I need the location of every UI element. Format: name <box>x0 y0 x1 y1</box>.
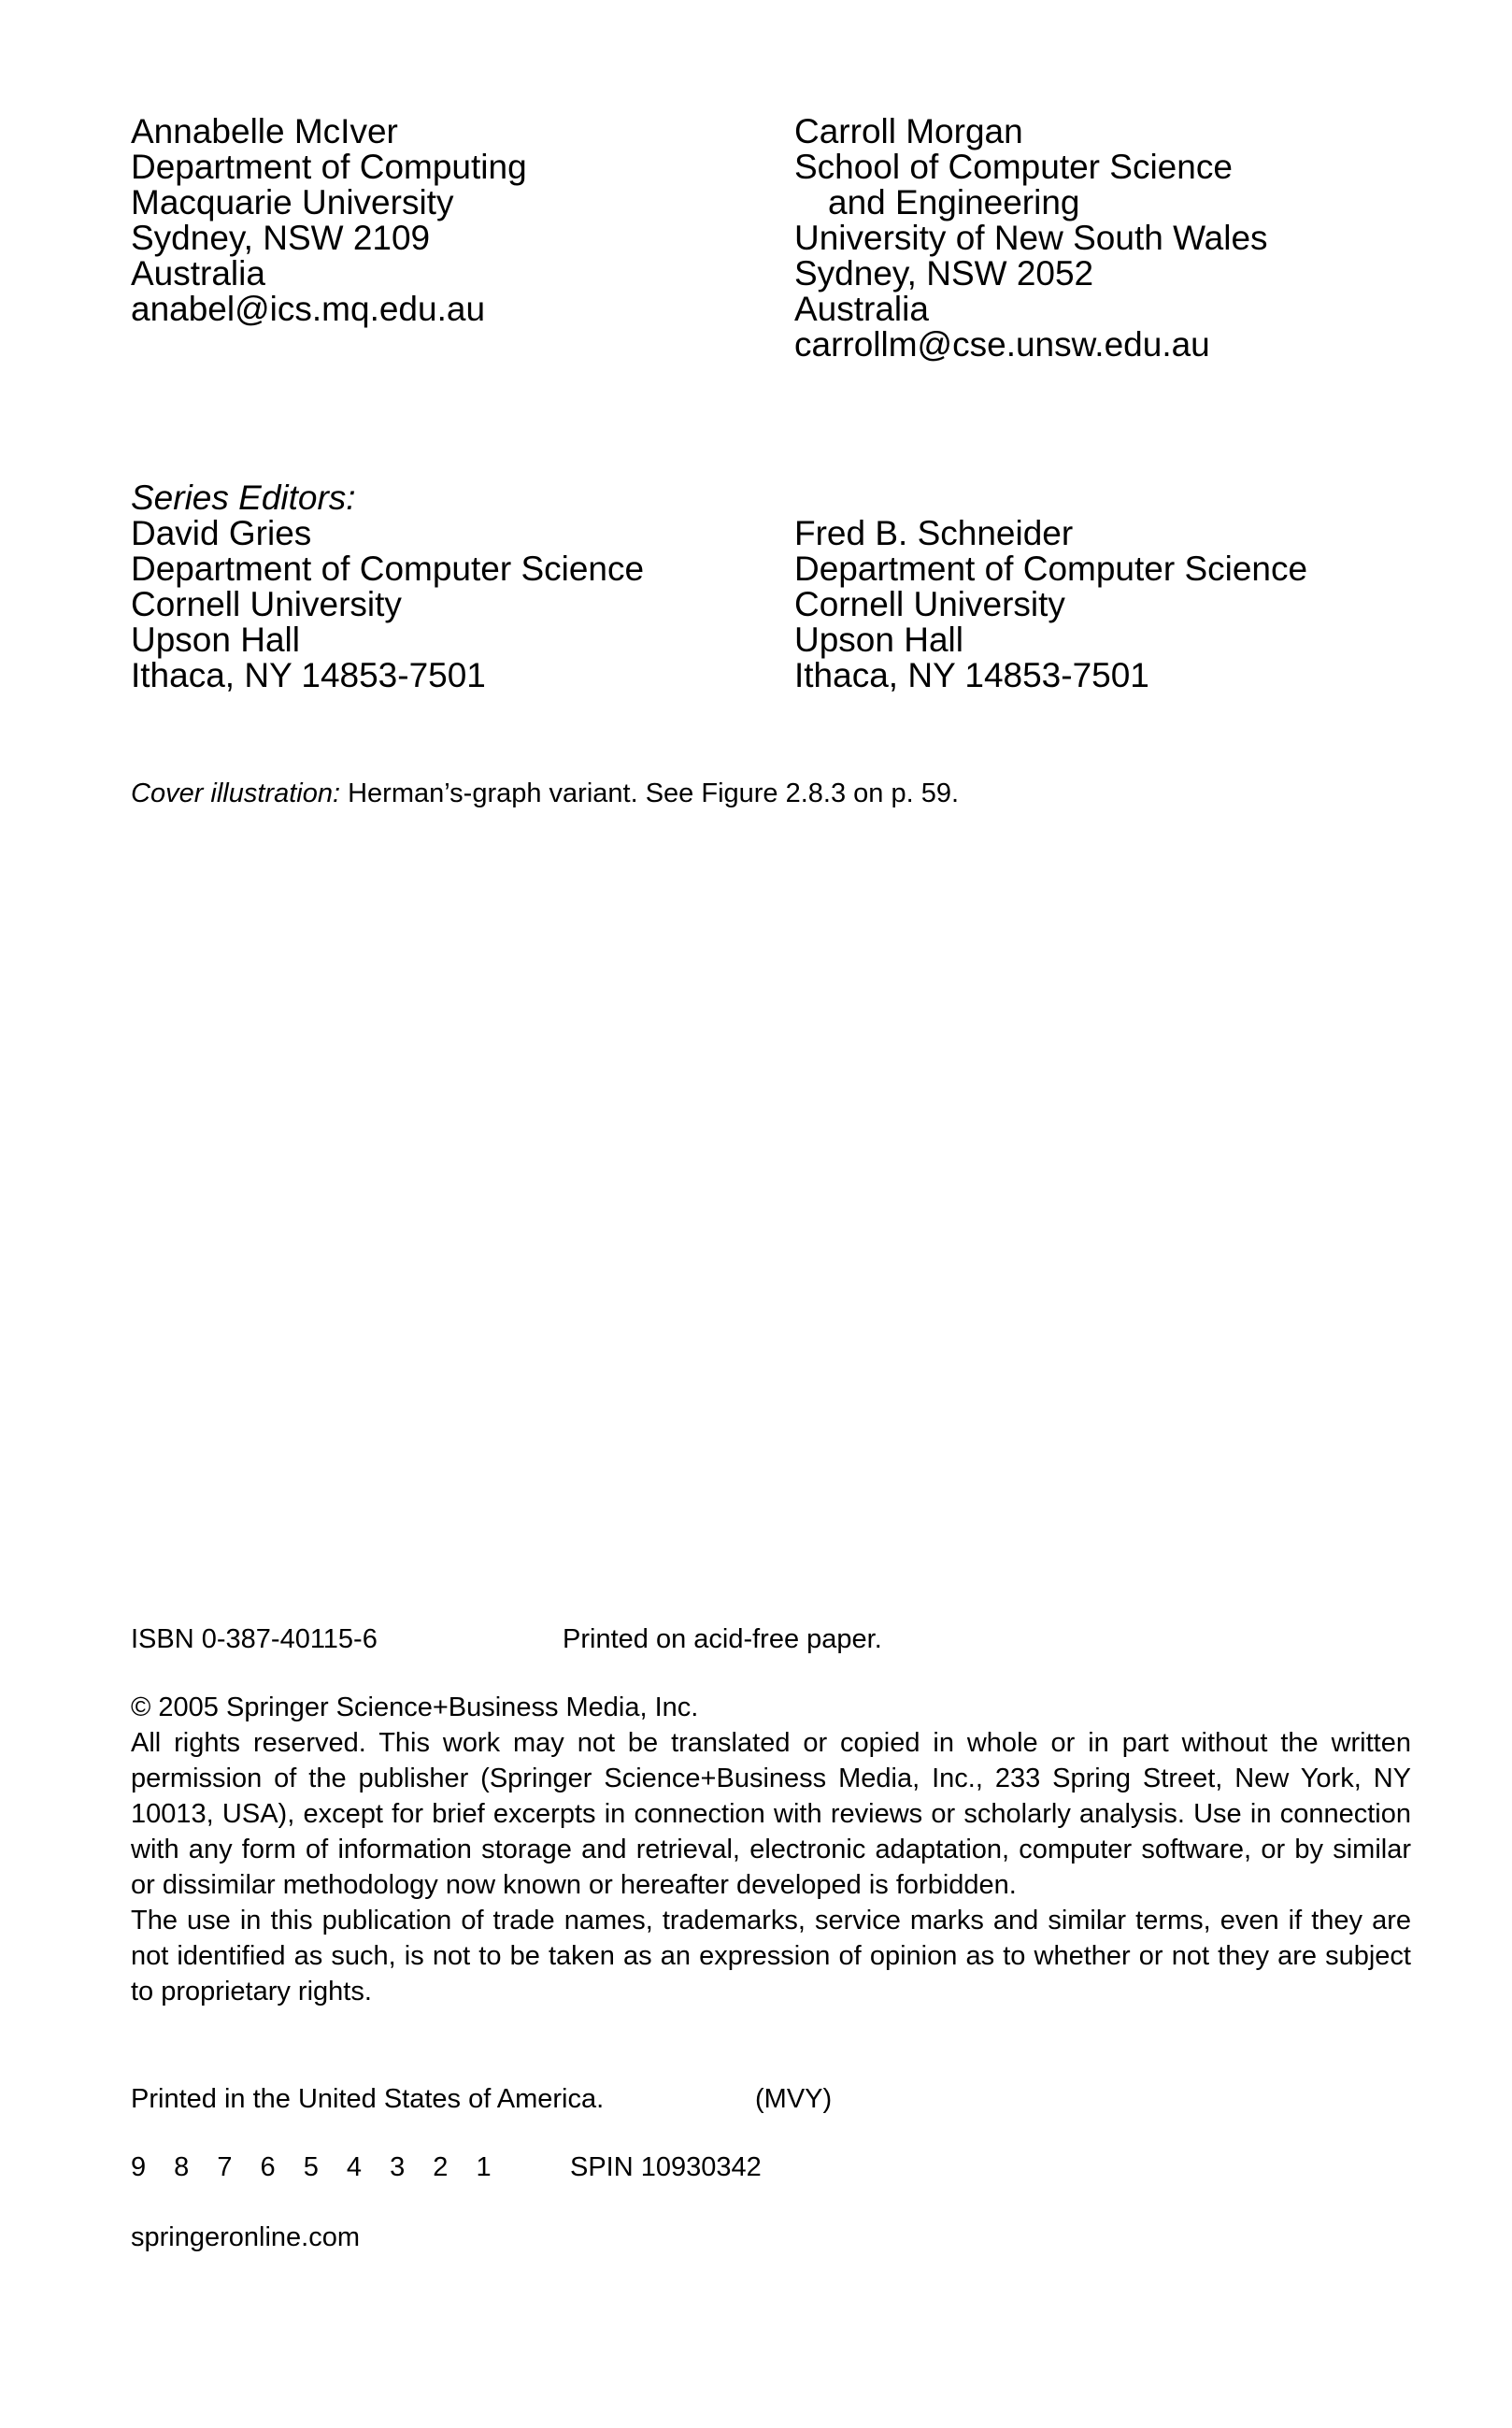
author-university: University of New South Wales <box>794 219 1268 257</box>
editor-department: Department of Computer Science <box>794 550 1308 588</box>
editor-name: David Gries <box>131 514 312 552</box>
isbn: ISBN 0-387-40115-6 <box>131 1624 378 1654</box>
copyright-line: © 2005 Springer Science+Business Media, Inc. <box>131 1692 699 1722</box>
editor-city: Ithaca, NY 14853-7501 <box>794 656 1149 694</box>
editor-name: Fred B. Schneider <box>794 514 1074 552</box>
printing-number-line: 9 8 7 6 5 4 3 2 1 <box>131 2152 502 2182</box>
printer-code: (MVY) <box>755 2084 833 2114</box>
editor-building: Upson Hall <box>794 621 963 659</box>
editor-address-schneider <box>794 516 1307 693</box>
author-name: Annabelle McIver <box>131 112 398 150</box>
author-address-mciver <box>131 114 527 327</box>
author-address-morgan <box>794 114 1268 363</box>
author-city: Sydney, NSW 2052 <box>794 254 1094 293</box>
rights-statement: All rights reserved. This work may not be translated or copied in whole or in part without the written permission of the publisher (Springer Science+Business Media, Inc., 233 Spring Street, New York, NY 10013, USA), except for brief excerpts in connection with reviews or scholarly analysis. Use in connection with any form of information storage and retrieval, electronic adaptation, computer software, or by similar or dissimilar methodology now known or hereafter developed is forbidden. <box>131 1728 1411 1900</box>
author-department: Department of Computing <box>131 148 527 186</box>
trademark-statement: The use in this publication of trade names, trademarks, service marks and similar terms, even if they are not identified as such, is not to be taken as an expression of opinion as to whether or not they are subject to proprietary rights. <box>131 1906 1411 2007</box>
author-email: carrollm@cse.unsw.edu.au <box>794 325 1210 364</box>
spin-number: SPIN 10930342 <box>570 2152 762 2182</box>
copyright-notice <box>131 1690 1411 2009</box>
cover-illustration-note <box>131 776 959 811</box>
series-editors-label: Series Editors: <box>131 478 356 517</box>
acid-free-paper-note: Printed on acid-free paper. <box>563 1624 882 1654</box>
cover-illustration-text: Herman’s-graph variant. See Figure 2.8.3 on p. 59. <box>348 778 960 808</box>
author-email: anabel@ics.mq.edu.au <box>131 290 486 328</box>
editor-city: Ithaca, NY 14853-7501 <box>131 656 486 694</box>
editor-department: Department of Computer Science <box>131 550 645 588</box>
author-department: School of Computer Science <box>794 148 1233 186</box>
printed-in-note: Printed in the United States of America. <box>131 2084 605 2114</box>
editor-address-gries <box>131 516 644 693</box>
author-name: Carroll Morgan <box>794 112 1023 150</box>
author-country: Australia <box>794 290 929 328</box>
author-university: Macquarie University <box>131 183 454 221</box>
author-city: Sydney, NSW 2109 <box>131 219 431 257</box>
author-country: Australia <box>131 254 265 293</box>
author-department-continued: and Engineering <box>828 183 1080 221</box>
publisher-website: springeronline.com <box>131 2222 361 2252</box>
editor-university: Cornell University <box>794 585 1065 623</box>
cover-illustration-label: Cover illustration: <box>131 778 341 808</box>
editor-building: Upson Hall <box>131 621 300 659</box>
editor-university: Cornell University <box>131 585 402 623</box>
